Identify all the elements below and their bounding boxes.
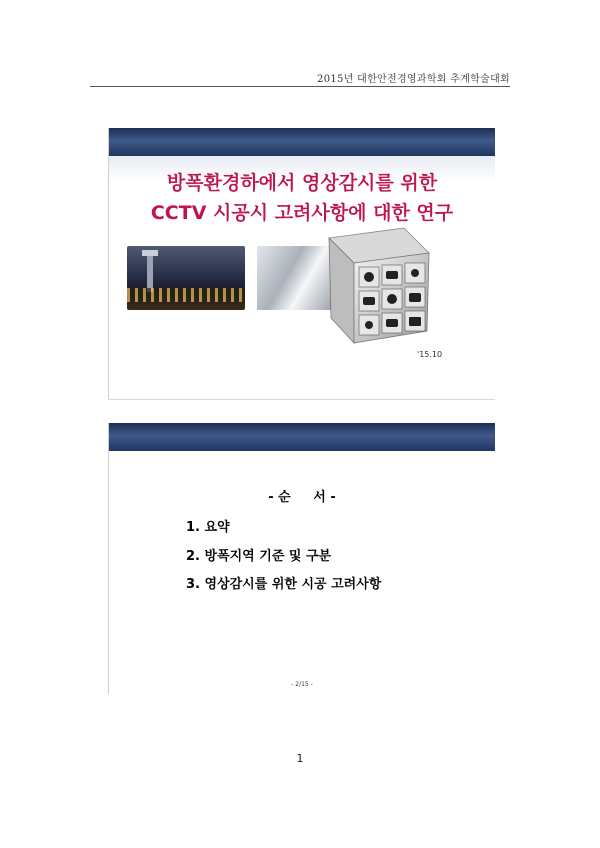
slide-header-bar [109, 423, 495, 451]
contents-item-summary: 1. 요약 [186, 520, 230, 535]
slide-title-line-1: 방폭환경하에서 영상감시를 위한 [166, 172, 438, 194]
slide-page-indicator: - 2/15 - [291, 681, 313, 688]
slide-title-line-2: CCTV 시공시 고려사항에 대한 연구 [150, 202, 454, 224]
cctv-cube-graphic [309, 223, 439, 353]
control-tower-shape [147, 254, 153, 292]
contents-item-considerations: 3. 영상감시를 위한 시공 고려사항 [186, 577, 382, 592]
contents-item-classification: 2. 방폭지역 기준 및 구분 [186, 549, 332, 564]
header-conference-text: 2015년 대한안전경영과학회 추계학술대회 [317, 74, 510, 85]
header-divider [90, 86, 510, 87]
airport-night-photo [127, 246, 245, 310]
page-number: 1 [296, 752, 304, 765]
contents-heading-text: - 순 서 - [268, 490, 336, 505]
contents-heading [109, 486, 495, 505]
city-lights-shape [127, 288, 245, 302]
contents-slide [108, 423, 495, 694]
slide-date: '15.10 [417, 350, 443, 359]
title-slide [108, 128, 495, 400]
slide-header-bar [109, 128, 495, 156]
